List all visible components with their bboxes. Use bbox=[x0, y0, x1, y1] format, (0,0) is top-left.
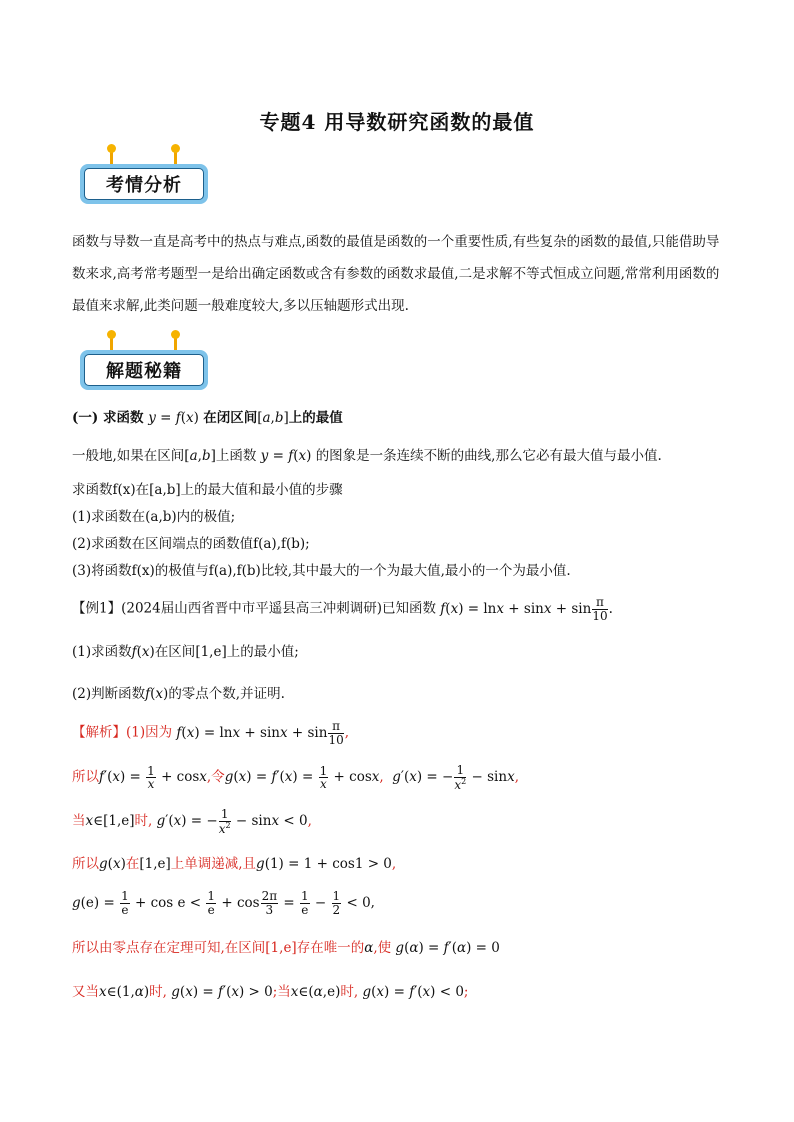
solution-tag: 【解析】 bbox=[72, 724, 126, 741]
badge-label: 解题秘籍 bbox=[84, 354, 204, 386]
text: 时, bbox=[340, 984, 359, 1000]
text: 时, bbox=[149, 984, 167, 1000]
solution-line-5: g(e) = $\frac{1}{e}$ + cos e < $\frac{1}{e}$ + cos $\frac{2\pi}{3}$ = $\frac{1}{e}$ − $\frac{1}{2}$ < 0, bbox=[72, 889, 375, 917]
solution-line-2: 所以f′(x) = $\frac{1}{x}$ + cosx,令g(x) = f′(x) = $\frac{1}{x}$ + cosx, g′(x) = − $\frac{1}{x^2}$ − sinx, bbox=[72, 763, 519, 792]
solution-line-1: 【解析】(1)因为 f(x) = lnx + sinx + sin $\frac{\pi}{10}$ , bbox=[72, 719, 350, 747]
text: 所以由零点存在定理可知,在区间[1,e]存在唯一的 bbox=[72, 940, 365, 956]
text: 已知函数 bbox=[381, 600, 436, 617]
solution-line-6: 所以由零点存在定理可知,在区间[1,e]存在唯一的α,使 g(α) = f′(α) = 0 bbox=[72, 940, 500, 956]
text: 上单调递减,且 bbox=[170, 856, 257, 872]
text: 时, bbox=[134, 813, 153, 830]
example-statement: 【例1】(2024届山西省晋中市平遥县高三冲刺调研)已知函数 f(x) = lnx + sinx + sin $\frac{\pi}{10}$ . bbox=[72, 595, 613, 623]
step-3: (3)将函数f(x)的极值与f(a),f(b)比较,其中最大的一个为最大值,最小的一个为最小值. bbox=[72, 563, 571, 579]
example-label: 【例1】 bbox=[72, 600, 122, 617]
example-source: (2024届山西省晋中市平遥县高三冲刺调研) bbox=[121, 600, 382, 617]
text: 又当 bbox=[72, 984, 99, 1000]
heading-suffix: 上的最值 bbox=[288, 410, 343, 426]
text: 所以 bbox=[72, 769, 99, 786]
text: 在 bbox=[125, 856, 140, 872]
text: ,令 bbox=[206, 769, 225, 786]
section-badge-methods bbox=[80, 338, 208, 382]
section-heading: (一) 求函数 y = f(x) 在闭区间[a,b]上的最值 bbox=[72, 410, 343, 426]
text: ;当 bbox=[272, 984, 291, 1000]
text: (2)判断函数 bbox=[72, 686, 146, 702]
text: 一般地,如果在区间 bbox=[72, 448, 185, 464]
solution-line-4: 所以g(x)在[1,e]上单调递减,且g(1) = 1 + cos1 > 0, bbox=[72, 856, 397, 872]
steps-heading: 求函数f(x)在[a,b]上的最大值和最小值的步骤 bbox=[72, 482, 343, 498]
text: 的图象是一条连续不断的曲线,那么它必有最大值与最小值. bbox=[315, 448, 662, 464]
page-title: 专题4 用导数研究函数的最值 bbox=[259, 110, 535, 134]
text: 上函数 bbox=[215, 448, 257, 464]
general-statement: 一般地,如果在区间[a,b]上函数 y = f(x) 的图象是一条连续不断的曲线,那么它必有最大值与最小值. bbox=[72, 448, 662, 464]
solution-line-3: 当x∈[1,e]时, g′(x) = − $\frac{1}{x^2}$ − sinx < 0, bbox=[72, 807, 312, 836]
section-badge-analysis bbox=[80, 152, 208, 196]
solution-line-7: 又当x∈(1,α)时, g(x) = f′(x) > 0;当x∈(α,e)时, g(x) = f′(x) < 0; bbox=[72, 984, 469, 1000]
text: 当 bbox=[72, 813, 86, 830]
text: 上的最小值; bbox=[226, 644, 299, 660]
text: 的零点个数,并证明. bbox=[168, 686, 285, 702]
heading-mid: 在闭区间 bbox=[203, 410, 258, 426]
text: (1)因为 bbox=[126, 724, 173, 741]
step-2: (2)求函数在区间端点的函数值f(a),f(b); bbox=[72, 536, 310, 552]
text: 在区间 bbox=[154, 644, 196, 660]
question-1: (1)求函数f(x)在区间[1,e]上的最小值; bbox=[72, 644, 299, 660]
step-1: (1)求函数在(a,b)内的极值; bbox=[72, 509, 236, 525]
text: ,使 bbox=[373, 940, 392, 956]
text: 所以 bbox=[72, 856, 99, 872]
intro-paragraph: 函数与导数一直是高考中的热点与难点,函数的最值是函数的一个重要性质,有些复杂的函数的最值,只能借助导数来求,高考常考题型一是给出确定函数或含有参数的函数求最值,二是求解不等式恒成立问题,常常利用函数的最值来求解,此类问题一般难度较大,多以压轴题形式出现. bbox=[72, 234, 720, 314]
heading-prefix: (一) 求函数 bbox=[72, 410, 144, 426]
text: (1)求函数 bbox=[72, 644, 132, 660]
badge-label: 考情分析 bbox=[84, 168, 204, 200]
question-2: (2)判断函数f(x)的零点个数,并证明. bbox=[72, 686, 285, 702]
